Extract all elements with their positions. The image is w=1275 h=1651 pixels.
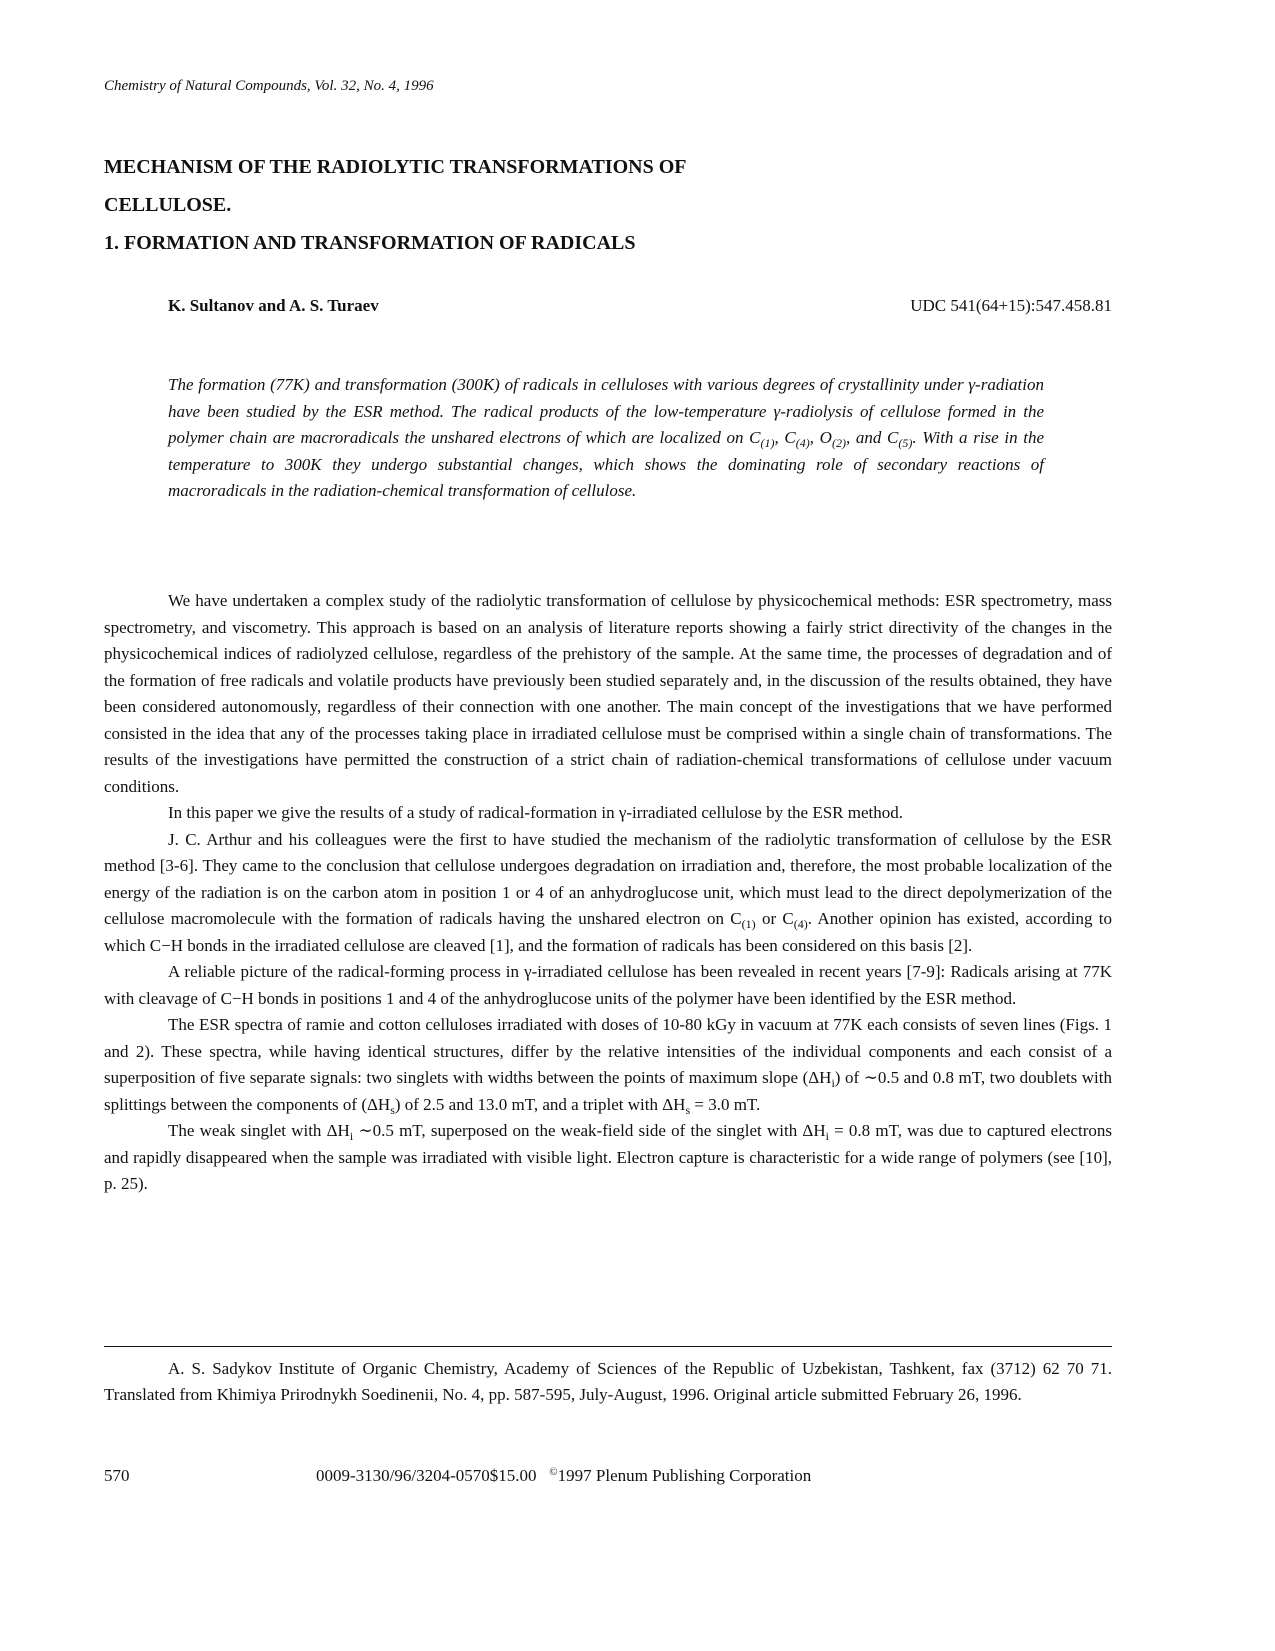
footnote: A. S. Sadykov Institute of Organic Chemistry, Academy of Sciences of the Republic of Uzbekistan, Tashkent, fax (3712) 62 70 71. Translated from Khimiya Prirodnykh Soedinenii, No. 4, pp. 587-595, July-August, 1996. Original article submitted February 26, 1996.	[104, 1359, 1112, 1404]
p5-text-a: The ESR spectra of ramie and cotton celluloses irradiated with doses of 10-80 kGy in vacuum at 77K each consists of seven lines (Figs. 1 and 2). These spectra, while having identical structures, differ by the relative intensities of the individual components and each consist of a superposition of five separate signals: two singlets with widths between the points of maximum slope (ΔH	[104, 1015, 1112, 1087]
abstract	[168, 372, 1044, 505]
p6-text-a: The weak singlet with ΔH	[168, 1121, 350, 1140]
copyright-symbol: ©	[549, 1466, 558, 1478]
body-text	[104, 588, 1112, 1198]
p3-sub-1: (1)	[741, 917, 756, 931]
abstract-sub-4: (5)	[898, 436, 913, 450]
p3-text-b: or C	[755, 909, 794, 928]
abstract-sub-2: (4)	[795, 436, 810, 450]
paragraph-4: A reliable picture of the radical-forming process in γ-irradiated cellulose has been revealed in recent years [7-9]: Radicals arising at 77K with cleavage of C−H bonds in positions 1 and 4 of the anhydroglucose units of the polymer have been identified by the ESR method.	[104, 962, 1112, 1008]
article-code: 0009-3130/96/3204-0570$15.00	[316, 1466, 537, 1485]
title-line-3: 1. FORMATION AND TRANSFORMATION OF RADICALS	[104, 232, 636, 254]
title-line-1: MECHANISM OF THE RADIOLYTIC TRANSFORMATIONS OF	[104, 156, 687, 178]
abstract-text-3: , O	[809, 428, 832, 447]
p5-text-b: ) of ∼0.5 and 0.8 mT, two doublets with splittings between the components of (ΔH	[104, 1068, 1112, 1114]
abstract-text-1: The formation (77K) and transformation (300K) of radicals in celluloses with various degrees of crystallinity under γ-radiation have been studied by the ESR method. The radical products of the low-temperature γ-radiolysis of cellulose formed in the polymer chain are macroradicals the unshared electrons of which are localized on C	[168, 375, 1044, 447]
p5-sub-2: s	[390, 1102, 395, 1117]
page-number: 570	[104, 1466, 130, 1485]
abstract-sub-3: (2)	[831, 436, 846, 450]
abstract-text-5: . With a rise in the temperature to 300K they undergo substantial changes, which shows the dominating role of secondary reactions of macroradicals in the radiation-chemical transformation of cellulose.	[168, 428, 1045, 500]
paragraph-5	[104, 1012, 1112, 1118]
abstract-text-4: , and C	[845, 428, 899, 447]
footnote-divider	[104, 1346, 1112, 1347]
p6-text-c: = 0.8 mT, was due to captured electrons and rapidly disappeared when the sample was irradiated with visible light. Electron capture is characteristic for a wide range of polymers (see [10], p. 25).	[104, 1121, 1112, 1193]
p5-text-c: ) of 2.5 and 13.0 mT, and a triplet with ΔH	[394, 1094, 686, 1114]
article-title	[104, 148, 1004, 262]
copyright-text: 1997 Plenum Publishing Corporation	[557, 1466, 812, 1485]
p3-text-c: . Another opinion has existed, according to which C−H bonds in the irradiated cellulose are cleaved [1], and the formation of radicals has been considered on this basis [2].	[104, 909, 1112, 955]
udc-code: UDC 541(64+15):547.458.81	[910, 296, 1112, 315]
p3-sub-2: (4)	[793, 917, 808, 931]
copyright-line	[316, 1466, 811, 1486]
p6-sub-1: i	[349, 1129, 354, 1143]
paragraph-6	[104, 1118, 1112, 1198]
p5-sub-1: i	[831, 1076, 835, 1090]
authors: K. Sultanov and A. S. Turaev	[168, 296, 379, 315]
abstract-sub-1: (1)	[760, 436, 775, 450]
title-line-2: CELLULOSE.	[104, 194, 232, 216]
p5-text-d: = 3.0 mT.	[690, 1094, 761, 1114]
journal-header: Chemistry of Natural Compounds, Vol. 32, No. 4, 1996	[104, 78, 434, 94]
p3-text-a: J. C. Arthur and his colleagues were the first to have studied the mechanism of the radiolytic transformation of cellulose by the ESR method [3-6]. They came to the conclusion that cellulose undergoes degradation on irradiation and, therefore, the most probable localization of the energy of the radiation is on the carbon atom in position 1 or 4 of an anhydroglucose unit, which must lead to the direct depolymerization of the cellulose macromolecule with the formation of radicals having the unshared electron on C	[104, 829, 1112, 928]
p6-text-b: ∼0.5 mT, superposed on the weak-field side of the singlet with ΔH	[353, 1121, 826, 1140]
p5-sub-3: s	[685, 1102, 691, 1117]
p6-sub-2: i	[825, 1129, 829, 1143]
paragraph-3	[104, 827, 1112, 960]
paragraph-2: In this paper we give the results of a study of radical-formation in γ-irradiated cellulose by the ESR method.	[168, 803, 904, 822]
paragraph-1: We have undertaken a complex study of the radiolytic transformation of cellulose by physicochemical methods: ESR spectrometry, mass spectrometry, and viscometry. This approach is based on an analysis of literature reports showing a fairly strict directivity of the changes in the physicochemical indices of radiolyzed cellulose, regardless of the prehistory of the sample. At the same time, the processes of degradation and of the formation of free radicals and volatile products have previously been studied separately and, in the discussion of the results obtained, they have been considered autonomously, regardless of their connection with one another. The main concept of the investigations that we have performed consisted in the idea that any of the processes taking place in irradiated cellulose must be comprised within a single chain of transformations. The results of the investigations have permitted the construction of a strict chain of radiation-chemical transformations of cellulose under vacuum conditions.	[104, 591, 1112, 796]
abstract-text-2: , C	[774, 428, 796, 447]
